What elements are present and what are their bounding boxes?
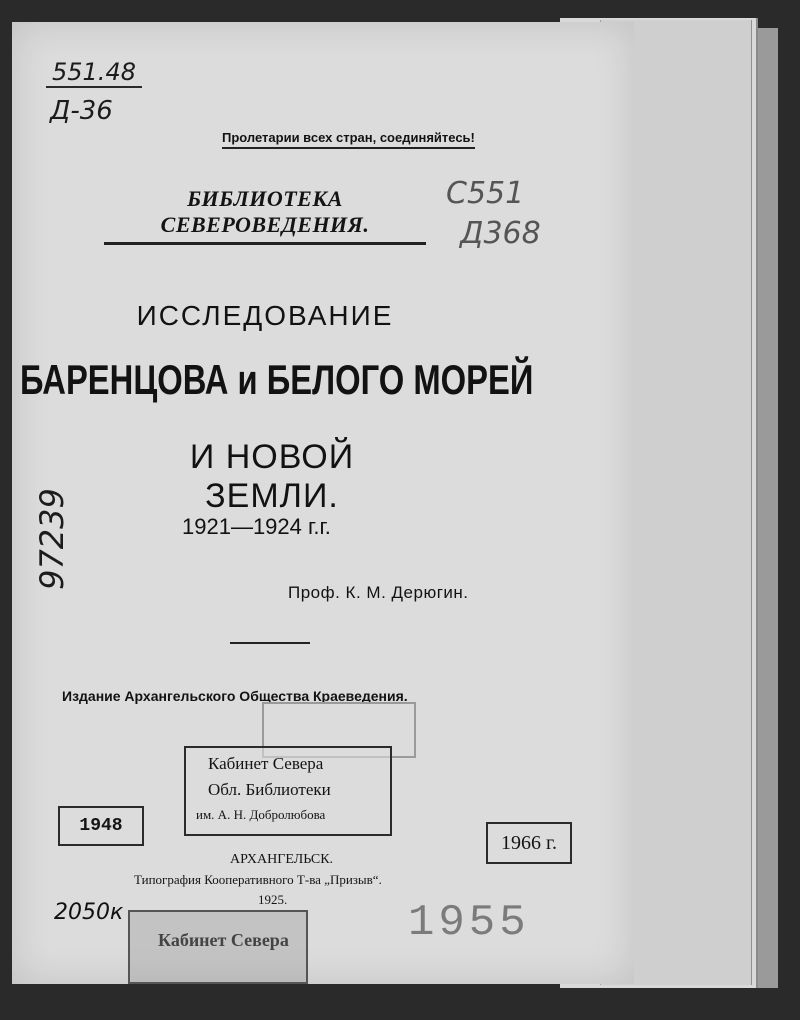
library-stamp-line3: им. А. Н. Добролюбова bbox=[196, 807, 326, 822]
bottom-stamp bbox=[128, 910, 308, 984]
motto: Пролетарии всех стран, соединяйтесь! bbox=[222, 130, 475, 149]
inventory-number: 97239 bbox=[33, 488, 71, 590]
bottom-stamp-text: Кабинет Севера bbox=[158, 930, 289, 950]
divider bbox=[230, 642, 310, 644]
city: АРХАНГЕЛЬСК. bbox=[230, 852, 334, 867]
printer: Типография Кооперативного Т-ва „Призыв“. bbox=[134, 872, 382, 887]
call-number-bottom: Д-36 bbox=[50, 96, 113, 126]
library-stamp-line1: Кабинет Севера bbox=[208, 754, 324, 773]
bottom-number-stamp: 1955 bbox=[408, 898, 530, 948]
title-line-3: И НОВОЙ ЗЕМЛИ. bbox=[189, 438, 355, 515]
author: Проф. К. М. Дерюгин. bbox=[288, 583, 469, 602]
call-number-right-2: Д368 bbox=[460, 216, 541, 251]
years: 1921—1924 г.г. bbox=[182, 514, 331, 539]
series-title: БИБЛИОТЕКА СЕВЕРОВЕДЕНИЯ. bbox=[104, 186, 426, 245]
title-line-2: БАРЕНЦОВА и БЕЛОГО МОРЕЙ bbox=[20, 356, 534, 403]
print-year: 1925. bbox=[258, 892, 288, 907]
publisher: Издание Архангельского Общества Краеведения. bbox=[62, 688, 408, 704]
title-line-1: ИССЛЕДОВАНИЕ bbox=[136, 300, 394, 331]
year-stamp-right: 1966 г. bbox=[486, 822, 572, 864]
call-number-right-1: С551 bbox=[446, 176, 525, 211]
call-number-top: 551.48 bbox=[46, 58, 142, 88]
year-stamp-left: 1948 bbox=[58, 806, 144, 846]
library-stamp bbox=[184, 746, 392, 836]
library-stamp-line2: Обл. Библиотеки bbox=[208, 780, 331, 799]
bottom-note: 2050к bbox=[54, 900, 124, 925]
